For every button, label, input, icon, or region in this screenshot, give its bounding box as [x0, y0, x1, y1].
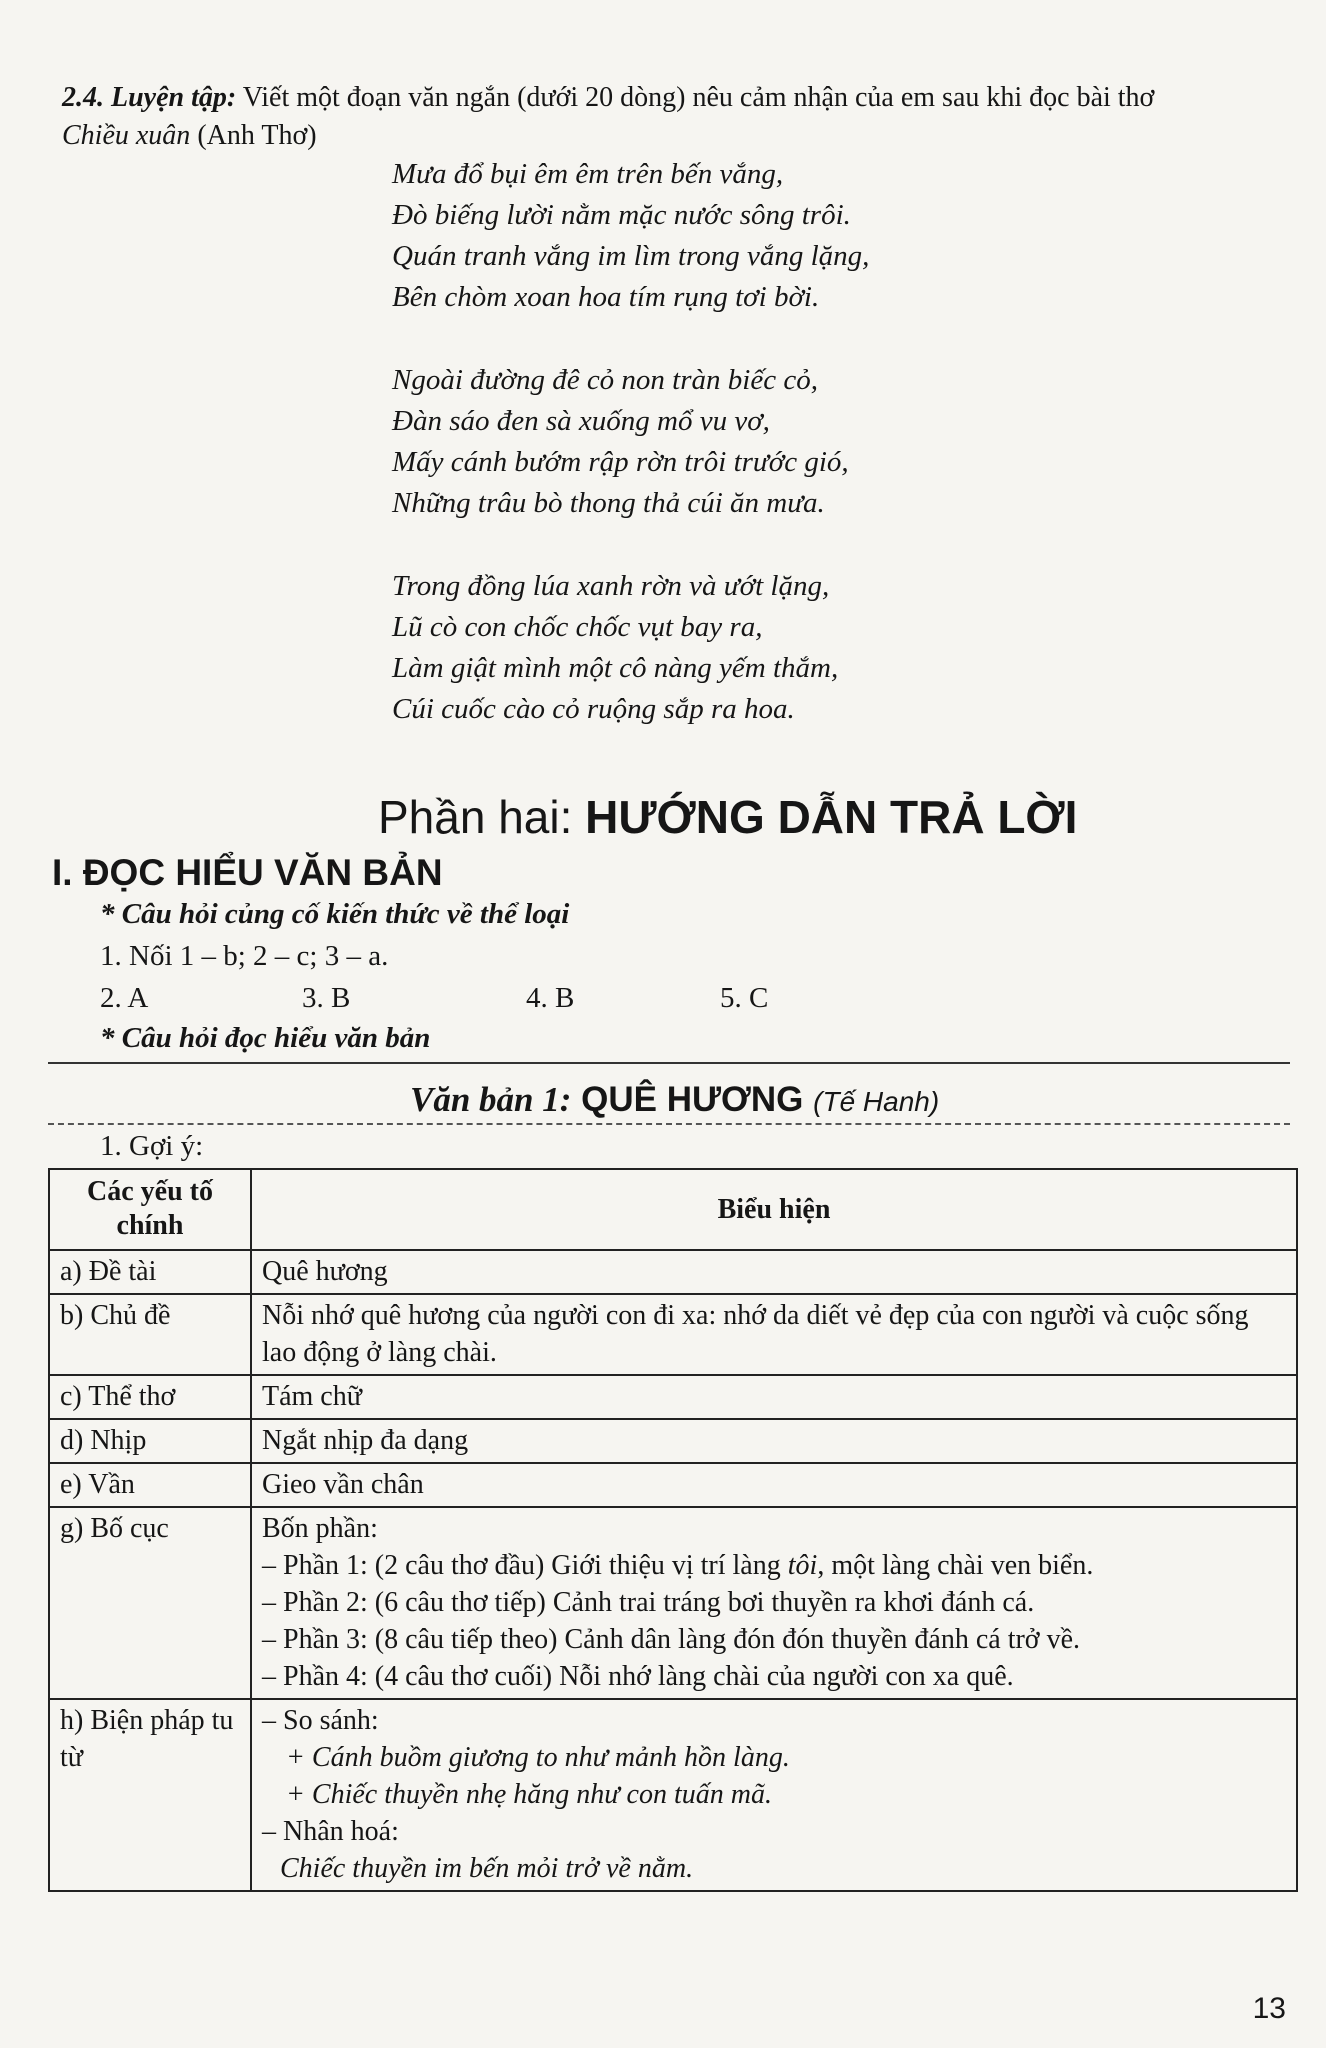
genre-question-heading: * Câu hỏi củng cố kiến thức về thể loại — [100, 898, 570, 930]
value-emphasis: tôi — [787, 1550, 818, 1581]
table-row — [49, 1294, 1297, 1375]
row-value: Ngắt nhịp đa dạng — [251, 1419, 1297, 1463]
header-cell-elements: Các yếu tố chính — [49, 1169, 251, 1250]
row-key: h) Biện pháp tu từ — [49, 1699, 251, 1891]
part-two-heading — [378, 790, 1077, 844]
value-line: – Phần 3: (8 câu tiếp theo) Cảnh dân làng đón đón thuyền đánh cá trở về. — [262, 1624, 1081, 1655]
row-key: g) Bố cục — [49, 1507, 251, 1699]
row-value: Quê hương — [251, 1250, 1297, 1294]
table-row — [49, 1699, 1297, 1891]
poem-line: Cúi cuốc cào cỏ ruộng sắp ra hoa. — [392, 693, 795, 725]
poem-line: Quán tranh vắng im lìm trong vắng lặng, — [392, 240, 870, 272]
row-value: Gieo vần chân — [251, 1463, 1297, 1507]
value-text: – Phần 1: (2 câu thơ đầu) Giới thiệu vị trí làng — [262, 1550, 781, 1581]
value-line: – Phần 2: (6 câu thơ tiếp) Cảnh trai tráng bơi thuyền ra khơi đánh cá. — [262, 1587, 1035, 1618]
row-key: e) Vần — [49, 1463, 251, 1507]
answer-5: 5. C — [720, 982, 769, 1014]
poem-line: Ngoài đường đê cỏ non tràn biếc cỏ, — [392, 364, 818, 396]
table-row — [49, 1507, 1297, 1699]
row-value: Nỗi nhớ quê hương của người con đi xa: nhớ da diết vẻ đẹp của con người và cuộc sống lao động ở làng chài. — [251, 1294, 1297, 1375]
poem-author: (Anh Thơ) — [190, 120, 317, 151]
exercise-label: 2.4. Luyện tập: — [62, 82, 237, 113]
poem-line: Đàn sáo đen sà xuống mổ vu vơ, — [392, 405, 770, 437]
text-name: QUÊ HƯƠNG — [581, 1080, 804, 1119]
row-key: c) Thể thơ — [49, 1375, 251, 1419]
value-line: Chiếc thuyền im bến mỏi trở về nằm. — [280, 1853, 694, 1884]
value-line: + Cánh buồm giương to như mảnh hồn làng. — [286, 1742, 790, 1773]
row-value: Tám chữ — [251, 1375, 1297, 1419]
table-row — [49, 1250, 1297, 1294]
hint-label — [100, 1130, 203, 1163]
exercise-line-2 — [62, 118, 317, 154]
row-value — [251, 1699, 1297, 1891]
text-label: Văn bản 1: — [410, 1080, 572, 1119]
reading-question-heading: * Câu hỏi đọc hiểu văn bản — [100, 1022, 431, 1054]
hint-text: 1. Gợi ý: — [100, 1130, 204, 1162]
value-line: – Nhân hoá: — [262, 1816, 399, 1847]
answer-3: 3. B — [302, 982, 351, 1014]
section-heading: I. ĐỌC HIỂU VĂN BẢN — [52, 852, 443, 893]
exercise-text: Viết một đoạn văn ngắn (dưới 20 dòng) nêu cảm nhận của em sau khi đọc bài thơ — [236, 82, 1155, 113]
poem-line: Trong đồng lúa xanh rờn và ướt lặng, — [392, 570, 830, 602]
header-cell-expression: Biểu hiện — [251, 1169, 1297, 1250]
text-heading — [410, 1080, 939, 1120]
poem-line: Những trâu bò thong thả cúi ăn mưa. — [392, 487, 825, 519]
table-row — [49, 1375, 1297, 1419]
poem-line: Mưa đổ bụi êm êm trên bến vắng, — [392, 158, 784, 190]
page-number: 13 — [1252, 1992, 1286, 2025]
poem-line: Làm giật mình một cô nàng yếm thắm, — [392, 652, 839, 684]
poem-title: Chiều xuân — [62, 120, 191, 151]
poem-line: Lũ cò con chốc chốc vụt bay ra, — [392, 611, 763, 643]
value-line: + Chiếc thuyền nhẹ hăng như con tuấn mã. — [286, 1779, 772, 1810]
divider — [48, 1062, 1290, 1064]
divider — [48, 1123, 1290, 1125]
value-line — [262, 1547, 1286, 1584]
answer-4: 4. B — [526, 982, 575, 1014]
row-key: b) Chủ đề — [49, 1294, 251, 1375]
row-value — [251, 1507, 1297, 1699]
table-row — [49, 1463, 1297, 1507]
poem-line: Đò biếng lười nằm mặc nước sông trôi. — [392, 199, 851, 231]
text-author: (Tế Hanh) — [813, 1086, 940, 1117]
poem-line: Bên chòm xoan hoa tím rụng tơi bời. — [392, 281, 820, 313]
table-row — [49, 1419, 1297, 1463]
value-text: , một làng chài ven biển. — [817, 1550, 1094, 1581]
answer-line-1: 1. Nối 1 – b; 2 – c; 3 – a. — [100, 940, 389, 972]
value-line: – So sánh: — [262, 1705, 379, 1736]
analysis-table — [48, 1168, 1298, 1892]
part-two-prefix: Phần hai: — [378, 791, 586, 843]
value-line: Bốn phần: — [262, 1513, 378, 1544]
exercise-line-1 — [62, 80, 1154, 116]
value-line: – Phần 4: (4 câu thơ cuối) Nỗi nhớ làng chài của người con xa quê. — [262, 1661, 1014, 1692]
row-key: d) Nhịp — [49, 1419, 251, 1463]
answer-2: 2. A — [100, 982, 149, 1014]
row-key: a) Đề tài — [49, 1250, 251, 1294]
part-two-title: HƯỚNG DẪN TRẢ LỜI — [585, 791, 1078, 843]
poem-line: Mấy cánh bướm rập rờn trôi trước gió, — [392, 446, 849, 478]
table-header-row — [49, 1169, 1297, 1250]
